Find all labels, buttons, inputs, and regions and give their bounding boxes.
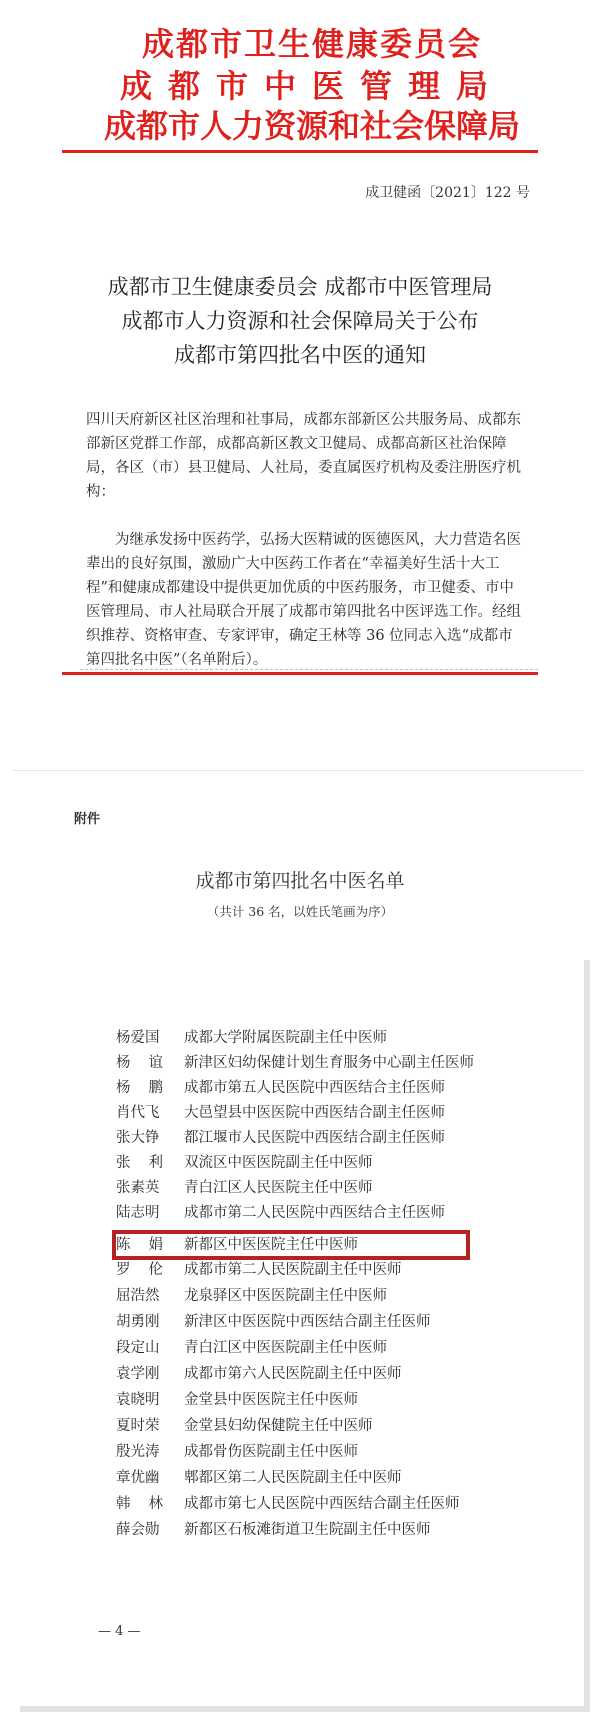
- doctor-name: 夏时荣: [116, 1418, 160, 1434]
- list-item: [116, 1310, 431, 1334]
- header-red-rule: [62, 150, 538, 153]
- list-item: [116, 1026, 387, 1050]
- list-item: [116, 1362, 402, 1386]
- page-shadow-bottom: [20, 1706, 590, 1712]
- title-line-2: 成都市人力资源和社会保障局关于公布: [121, 309, 479, 333]
- list-item: [116, 1051, 474, 1075]
- doctor-name: 陈娟: [116, 1237, 181, 1253]
- list-item: [116, 1258, 402, 1282]
- doctor-name: 张利: [116, 1155, 181, 1171]
- doctor-name: 薛会勋: [116, 1522, 160, 1538]
- list-title: 成都市第四批名中医名单: [195, 870, 405, 892]
- doctor-description: 金堂县妇幼保健院主任中医师: [184, 1418, 373, 1434]
- attachment-label: 附件: [74, 812, 101, 827]
- doctor-description: 成都市第六人民医院副主任中医师: [184, 1366, 402, 1382]
- list-item: [116, 1176, 373, 1200]
- addressees-paragraph: 四川天府新区社区治理和社事局，成都东部新区公共服务局、成都东部新区党群工作部，成都高新区教文卫健局、成都高新区社治保障局，各区（市）县卫健局、人社局，委直属医疗机构及委注册医疗机构：: [86, 412, 521, 500]
- page-number: — 4 —: [98, 1624, 141, 1639]
- doctor-description: 成都市第七人民医院中西医结合副主任医师: [184, 1496, 460, 1512]
- main-paragraph: 为继承发扬中医药学，弘扬大医精诚的医德医风，大力营造名医辈出的良好氛围，激励广大中医药工作者在“幸福美好生活十大工程”和健康成都建设中提供更加优质的中医药服务，市卫健委、市中医管理局、市人社局联合开展了成都市第四批名中医评选工作。经组织推荐、资格审查、专家评审，确定王林等 36 位同志入选“成都市第四批名中医”（名单附后）。: [86, 532, 521, 668]
- list-item: [116, 1201, 445, 1225]
- doctor-description: 大邑望县中医医院中西医结合副主任医师: [184, 1105, 445, 1121]
- doctor-description: 成都市第二人民医院中西医结合主任医师: [184, 1205, 445, 1221]
- list-item: [116, 1126, 445, 1150]
- list-item: [116, 1151, 373, 1175]
- doctor-name: 杨谊: [116, 1055, 181, 1071]
- doctor-description: 都江堰市人民医院中西医结合副主任医师: [184, 1130, 445, 1146]
- list-subtitle: （共计 36 名，以姓氏笔画为序）: [206, 904, 394, 919]
- doctor-description: 双流区中医医院副主任中医师: [184, 1155, 373, 1171]
- doctor-name: 张大铮: [116, 1130, 160, 1146]
- page-shadow-right: [584, 960, 590, 1710]
- list-item: [116, 1440, 358, 1464]
- doctor-name: 屈浩然: [116, 1288, 160, 1304]
- doctor-description: 青白江区中医医院副主任中医师: [184, 1340, 387, 1356]
- list-item: [116, 1101, 445, 1125]
- doctor-description: 成都市第五人民医院中西医结合主任医师: [184, 1080, 445, 1096]
- doctor-name: 罗伦: [116, 1262, 181, 1278]
- doctor-description: 成都市第二人民医院副主任中医师: [184, 1262, 402, 1278]
- list-item: [116, 1466, 402, 1490]
- issuer-line-tcm-bureau: 成都市中医管理局: [119, 67, 504, 105]
- doctor-name: 杨鹏: [116, 1080, 181, 1096]
- notice-title: [62, 270, 538, 372]
- doctor-name: 张素英: [116, 1180, 160, 1196]
- highlight-box: [112, 1230, 470, 1260]
- doctor-description: 青白江区人民医院主任中医师: [184, 1180, 373, 1196]
- doctor-name: 杨爱国: [116, 1030, 160, 1046]
- doctor-description: 新都区石板滩街道卫生院副主任中医师: [184, 1522, 431, 1538]
- list-item: [116, 1336, 387, 1360]
- doctor-name: 殷光涛: [116, 1444, 160, 1460]
- document-number: 成卫健函〔2021〕122 号: [365, 185, 530, 201]
- list-item: [116, 1414, 373, 1438]
- list-item: [116, 1518, 431, 1542]
- doctor-description: 郫都区第二人民医院副主任中医师: [184, 1470, 402, 1486]
- list-item: [116, 1492, 460, 1516]
- page-gap: [0, 760, 600, 770]
- footer-red-rule: [62, 672, 538, 675]
- doctor-name: 袁晓明: [116, 1392, 160, 1408]
- doctor-name: 章优幽: [116, 1470, 160, 1486]
- doctor-name: 肖代飞: [116, 1105, 160, 1121]
- doctor-description: 成都大学附属医院副主任中医师: [184, 1030, 387, 1046]
- doctor-description: 龙泉驿区中医医院副主任中医师: [184, 1288, 387, 1304]
- list-item: [116, 1076, 445, 1100]
- doctor-description: 新都区中医医院主任中医师: [184, 1237, 358, 1253]
- title-line-3: 成都市第四批名中医的通知: [174, 343, 426, 367]
- doctor-description: 成都骨伤医院副主任中医师: [184, 1444, 358, 1460]
- list-item: [116, 1284, 387, 1308]
- issuer-line-health-commission: 成都市卫生健康委员会: [141, 25, 482, 63]
- doctor-name: 胡勇刚: [116, 1314, 160, 1330]
- body-dashed-rule: [80, 669, 538, 670]
- doctor-description: 新津区妇幼保健计划生育服务中心副主任医师: [184, 1055, 474, 1071]
- doctor-name: 袁学刚: [116, 1366, 160, 1382]
- doctor-name: 段定山: [116, 1340, 160, 1356]
- issuer-line-hr-bureau: 成都市人力资源和社会保障局: [103, 107, 520, 145]
- title-line-1: 成都市卫生健康委员会 成都市中医管理局: [107, 275, 493, 299]
- doctor-name: 韩林: [116, 1496, 181, 1512]
- doctor-name: 陆志明: [116, 1205, 160, 1221]
- doctor-description: 金堂县中医医院主任中医师: [184, 1392, 358, 1408]
- doctor-description: 新津区中医医院中西医结合副主任医师: [184, 1314, 431, 1330]
- notice-page: [0, 0, 600, 760]
- list-item: [116, 1388, 358, 1412]
